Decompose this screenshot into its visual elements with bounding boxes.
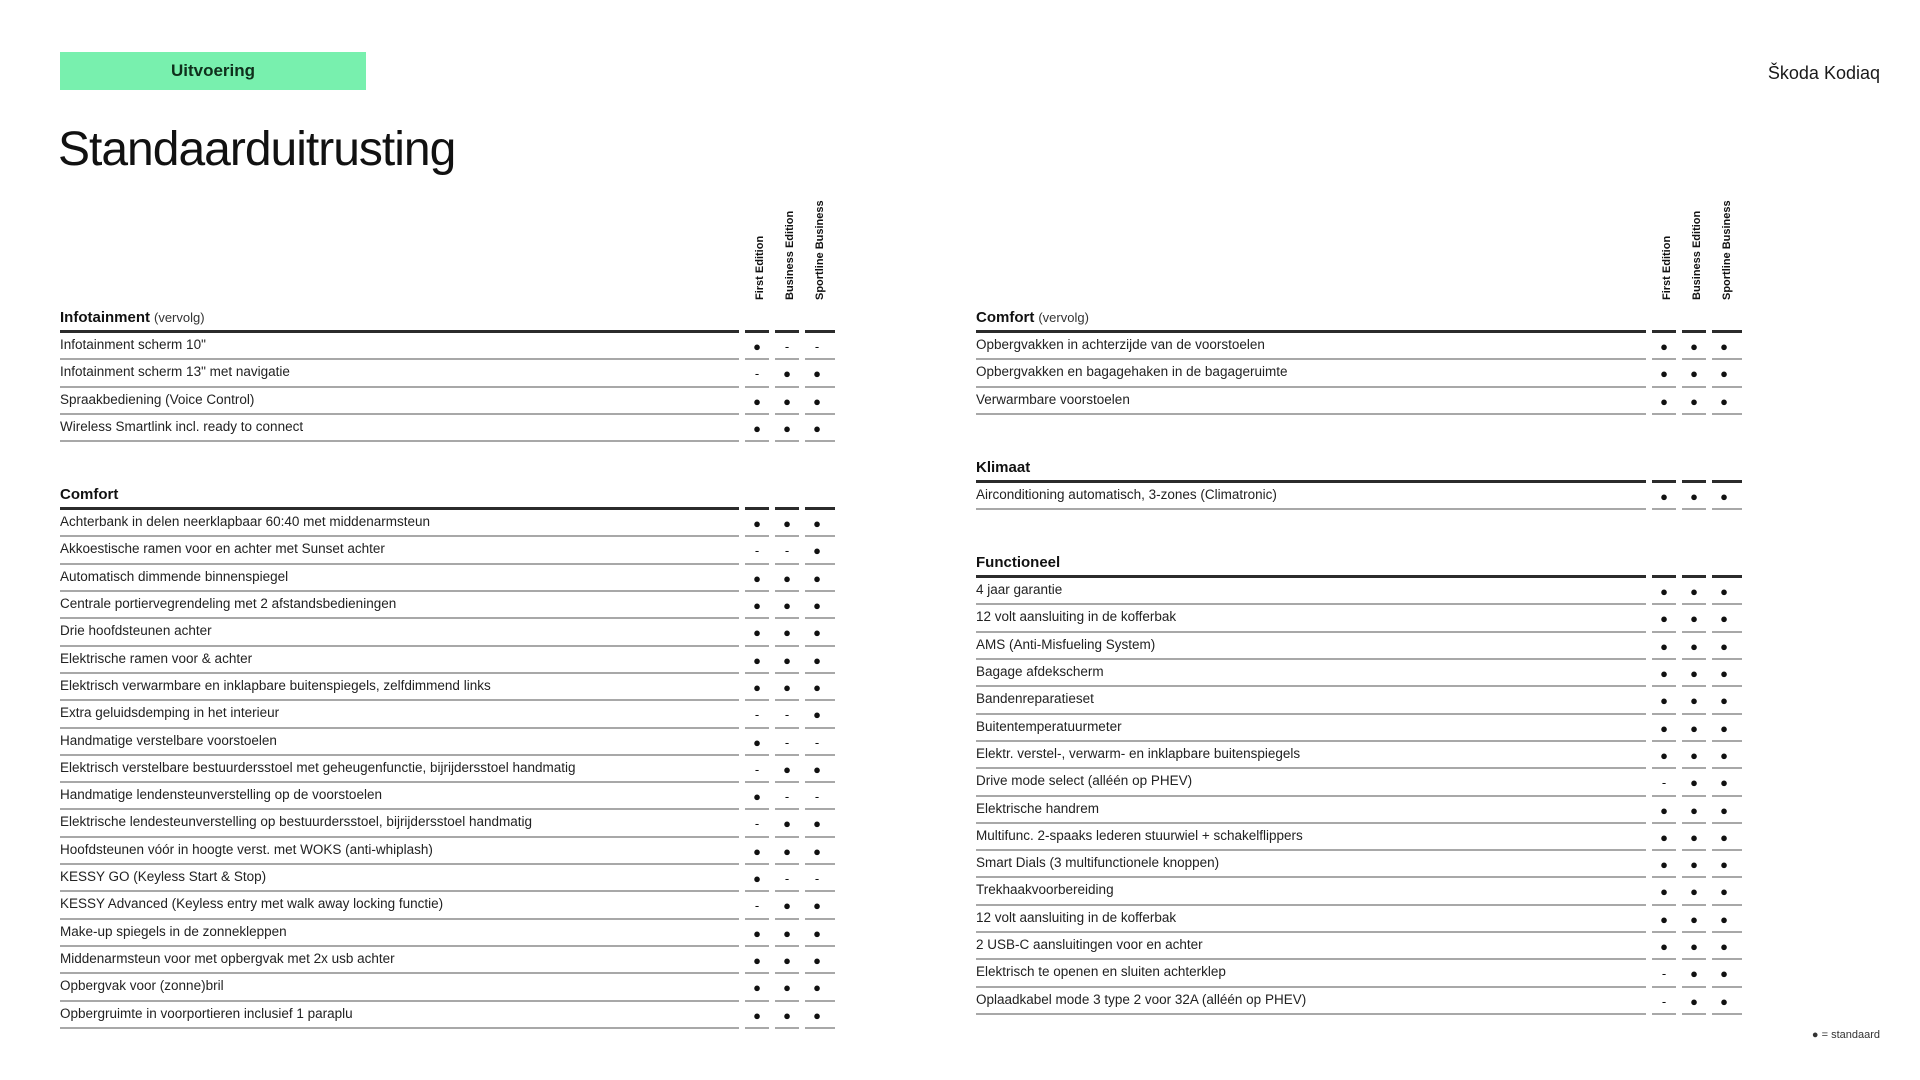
table-row (976, 687, 1756, 714)
availability-sportline-business: - (814, 789, 820, 805)
section-tag (60, 52, 366, 90)
feature-label: 4 jaar garantie (976, 582, 1063, 598)
availability-first-edition: ● (1660, 488, 1668, 504)
availability-sportline-business: ● (1720, 993, 1728, 1009)
feature-label: Bagage afdekscherm (976, 664, 1104, 680)
table-row (976, 742, 1756, 769)
availability-first-edition: ● (753, 925, 761, 941)
table-row (60, 415, 846, 442)
availability-first-edition: ● (1660, 911, 1668, 927)
section-title-text: Comfort (60, 486, 119, 504)
table-row (60, 892, 846, 919)
availability-first-edition: ● (1660, 884, 1668, 900)
brand-name: Škoda Kodiaq (1767, 63, 1880, 83)
feature-label: Spraakbediening (Voice Control) (60, 391, 255, 407)
availability-first-edition: ● (753, 516, 761, 532)
section-title-text: Comfort (976, 309, 1035, 326)
table-row (60, 838, 846, 865)
feature-label: Opbergvakken in achterzijde van de voorstoelen (976, 337, 1265, 352)
availability-sportline-business: ● (1720, 966, 1728, 982)
availability-sportline-business: ● (813, 570, 821, 586)
availability-sportline-business: ● (813, 679, 821, 695)
section-title-text: Functioneel (976, 554, 1061, 572)
feature-label: Oplaadkabel mode 3 type 2 voor 32A (alléén op PHEV) (976, 991, 1307, 1007)
availability-business-edition: ● (1690, 884, 1698, 900)
availability-first-edition: ● (753, 679, 761, 695)
availability-first-edition: ● (1660, 939, 1668, 955)
availability-first-edition: ● (1660, 857, 1668, 873)
availability-first-edition: ● (753, 570, 761, 586)
table-row (976, 878, 1756, 905)
table-row (976, 578, 1756, 605)
availability-sportline-business: ● (1720, 393, 1728, 409)
availability-sportline-business: ● (1720, 747, 1728, 763)
availability-first-edition: - (754, 816, 760, 832)
availability-business-edition: ● (1690, 393, 1698, 409)
availability-business-edition: ● (783, 679, 791, 695)
availability-sportline-business: ● (813, 1007, 821, 1023)
availability-first-edition: ● (1660, 638, 1668, 654)
table-row (60, 974, 846, 1001)
availability-sportline-business: ● (813, 898, 821, 914)
availability-sportline-business: ● (813, 393, 821, 409)
row-divider (976, 508, 1756, 510)
feature-label: Automatisch dimmende binnenspiegel (60, 568, 289, 584)
availability-business-edition: ● (1690, 584, 1698, 600)
feature-label: Opbergvakken en bagagehaken in de bagageruimte (976, 364, 1288, 380)
row-divider (60, 440, 846, 442)
column-header (775, 190, 805, 300)
column-header-label: Sportline Business (814, 200, 826, 300)
table-row (976, 360, 1756, 387)
feature-label: KESSY Advanced (Keyless entry met walk away locking functie) (60, 896, 444, 912)
feature-label: Elektrisch te openen en sluiten achterklep (976, 964, 1226, 980)
feature-label: Drive mode select (alléén op PHEV) (976, 773, 1193, 789)
column-header-label: First Edition (754, 235, 766, 300)
availability-business-edition: ● (1690, 693, 1698, 709)
feature-label: Infotainment scherm 10" (60, 337, 206, 352)
table-row (60, 360, 846, 387)
feature-label: AMS (Anti-Misfueling System) (976, 636, 1156, 652)
section-klimaat (976, 456, 1756, 510)
availability-first-edition: ● (1660, 666, 1668, 682)
feature-label: Handmatige verstelbare voorstoelen (60, 732, 277, 748)
section-comfort (60, 483, 846, 1029)
table-row (60, 674, 846, 701)
availability-sportline-business: ● (813, 761, 821, 777)
section-header (976, 551, 1756, 575)
feature-label: 12 volt aansluiting in de kofferbak (976, 609, 1177, 625)
table-row (976, 988, 1756, 1015)
table-row (976, 388, 1756, 415)
availability-sportline-business: - (814, 339, 820, 354)
feature-label: 12 volt aansluiting in de kofferbak (976, 909, 1177, 925)
availability-business-edition: ● (783, 393, 791, 409)
column-header-label: Sportline Business (1721, 200, 1733, 300)
availability-business-edition: ● (1690, 638, 1698, 654)
availability-sportline-business: ● (813, 625, 821, 641)
availability-sportline-business: ● (813, 420, 821, 436)
table-row (976, 933, 1756, 960)
availability-first-edition: ● (753, 734, 761, 750)
availability-sportline-business: ● (813, 543, 821, 559)
table-row (60, 537, 846, 564)
table-row (60, 619, 846, 646)
availability-business-edition: - (784, 871, 790, 887)
availability-business-edition: - (784, 543, 790, 559)
feature-label: Opbergvak voor (zonne)bril (60, 978, 224, 994)
table-row (976, 333, 1756, 360)
feature-label: Bandenreparatieset (976, 691, 1094, 707)
table-row (976, 483, 1756, 510)
section-title-text: Klimaat (976, 458, 1031, 476)
table-row (976, 960, 1756, 987)
availability-first-edition: ● (1660, 339, 1668, 354)
availability-sportline-business: ● (1720, 611, 1728, 627)
availability-first-edition: ● (753, 980, 761, 996)
feature-label: Verwarmbare voorstoelen (976, 391, 1130, 407)
legend: ● = standaard (1811, 1029, 1880, 1041)
availability-first-edition: - (754, 366, 760, 382)
availability-business-edition: - (784, 734, 790, 750)
availability-first-edition: - (1661, 993, 1667, 1009)
table-row (60, 701, 846, 728)
table-row (976, 660, 1756, 687)
feature-label: Elektrisch verwarmbare en inklapbare buitenspiegels, zelfdimmend links (60, 677, 491, 693)
availability-sportline-business: ● (813, 598, 821, 614)
equipment-table-right (976, 306, 1756, 1015)
availability-first-edition: ● (753, 1007, 761, 1023)
availability-business-edition: ● (1690, 939, 1698, 955)
availability-sportline-business: ● (813, 980, 821, 996)
availability-business-edition: ● (1690, 911, 1698, 927)
availability-first-edition: ● (753, 625, 761, 641)
table-row (976, 605, 1756, 632)
feature-label: Extra geluidsdemping in het interieur (60, 705, 280, 721)
availability-sportline-business: ● (813, 516, 821, 532)
availability-business-edition: ● (1690, 802, 1698, 818)
section-subtitle: (vervolg) (1038, 310, 1089, 325)
feature-label: Buitentemperatuurmeter (976, 718, 1122, 734)
table-row (60, 565, 846, 592)
availability-business-edition: - (784, 707, 790, 723)
table-row (60, 920, 846, 947)
table-row (60, 810, 846, 837)
table-row (60, 756, 846, 783)
availability-sportline-business: ● (1720, 693, 1728, 709)
availability-first-edition: ● (753, 598, 761, 614)
availability-sportline-business: ● (1720, 638, 1728, 654)
availability-business-edition: ● (783, 898, 791, 914)
availability-business-edition: ● (783, 598, 791, 614)
availability-first-edition: ● (1660, 366, 1668, 382)
section-header (976, 306, 1756, 330)
feature-label: Trekhaakvoorbereiding (976, 882, 1114, 898)
table-row (976, 797, 1756, 824)
availability-sportline-business: ● (1720, 666, 1728, 682)
availability-first-edition: - (1661, 775, 1667, 791)
column-header-label: Business Edition (784, 210, 796, 300)
availability-sportline-business: - (814, 871, 820, 887)
availability-first-edition: ● (1660, 393, 1668, 409)
availability-business-edition: ● (1690, 720, 1698, 736)
table-row (60, 388, 846, 415)
availability-sportline-business: ● (813, 652, 821, 668)
table-row (60, 592, 846, 619)
availability-business-edition: ● (1690, 339, 1698, 354)
availability-business-edition: ● (783, 816, 791, 832)
availability-business-edition: ● (783, 843, 791, 859)
availability-business-edition: ● (783, 980, 791, 996)
table-row (60, 333, 846, 360)
availability-business-edition: ● (1690, 966, 1698, 982)
availability-sportline-business: ● (1720, 720, 1728, 736)
feature-label: KESSY GO (Keyless Start & Stop) (60, 869, 267, 885)
availability-first-edition: ● (1660, 611, 1668, 627)
table-row (60, 1002, 846, 1029)
table-row (60, 510, 846, 537)
column-header (805, 190, 835, 300)
row-divider (976, 413, 1756, 415)
availability-business-edition: ● (783, 952, 791, 968)
table-row (60, 647, 846, 674)
column-header-label: First Edition (1661, 235, 1673, 300)
column-header (1652, 190, 1682, 300)
availability-business-edition: ● (783, 761, 791, 777)
availability-sportline-business: ● (1720, 829, 1728, 845)
availability-business-edition: ● (1690, 366, 1698, 382)
table-row (976, 715, 1756, 742)
availability-sportline-business: ● (813, 816, 821, 832)
section-comfort (976, 306, 1756, 415)
feature-label: Infotainment scherm 13" met navigatie (60, 364, 290, 380)
feature-label: 2 USB-C aansluitingen voor en achter (976, 937, 1203, 953)
feature-label: Airconditioning automatisch, 3-zones (Climatronic) (976, 486, 1277, 502)
availability-sportline-business: ● (1720, 939, 1728, 955)
feature-label: Elektrische handrem (976, 800, 1100, 816)
equipment-table-left (60, 306, 846, 1029)
availability-first-edition: ● (1660, 720, 1668, 736)
table-row (976, 906, 1756, 933)
table-row (976, 824, 1756, 851)
availability-sportline-business: ● (813, 707, 821, 723)
feature-label: Elektrische ramen voor & achter (60, 650, 253, 666)
availability-business-edition: - (784, 339, 790, 354)
table-row (60, 947, 846, 974)
availability-business-edition: ● (783, 516, 791, 532)
availability-sportline-business: ● (1720, 911, 1728, 927)
availability-first-edition: ● (1660, 584, 1668, 600)
table-row (60, 729, 846, 756)
availability-first-edition: ● (753, 952, 761, 968)
section-tag-label: Uitvoering (170, 61, 256, 80)
availability-business-edition: ● (783, 420, 791, 436)
row-divider (976, 1013, 1756, 1015)
feature-label: Elektr. verstel-, verwarm- en inklapbare buitenspiegels (976, 745, 1301, 761)
feature-label: Achterbank in delen neerklapbaar 60:40 met middenarmsteun (60, 514, 430, 530)
availability-business-edition: ● (783, 652, 791, 668)
availability-business-edition: ● (783, 925, 791, 941)
section-title (60, 309, 205, 326)
availability-first-edition: - (754, 898, 760, 914)
table-row (976, 633, 1756, 660)
section-title (60, 486, 118, 503)
page-title: Standaarduitrusting (58, 123, 456, 176)
availability-first-edition: - (754, 761, 760, 777)
availability-first-edition: - (1661, 966, 1667, 982)
feature-label: Akkoestische ramen voor en achter met Sunset achter (60, 541, 385, 557)
availability-sportline-business: ● (1720, 488, 1728, 504)
table-row (976, 769, 1756, 796)
table-row (976, 851, 1756, 878)
availability-sportline-business: ● (1720, 802, 1728, 818)
availability-sportline-business: ● (1720, 366, 1728, 382)
availability-business-edition: ● (1690, 993, 1698, 1009)
availability-business-edition: ● (1690, 747, 1698, 763)
feature-label: Handmatige lendensteunverstelling op de voorstoelen (60, 787, 382, 803)
availability-business-edition: ● (1690, 775, 1698, 791)
availability-first-edition: ● (753, 420, 761, 436)
availability-first-edition: ● (753, 339, 761, 354)
availability-sportline-business: ● (1720, 884, 1728, 900)
feature-label: Centrale portiervegrendeling met 2 afstandsbedieningen (60, 596, 397, 612)
section-functioneel (976, 551, 1756, 1015)
feature-label: Wireless Smartlink incl. ready to connect (60, 418, 304, 434)
section-subtitle: (vervolg) (154, 310, 205, 325)
availability-first-edition: - (754, 543, 760, 559)
section-title (976, 459, 1030, 476)
feature-label: Middenarmsteun voor met opbergvak met 2x usb achter (60, 950, 395, 966)
feature-label: Elektrisch verstelbare bestuurdersstoel met geheugenfunctie, bijrijdersstoel handmatig (60, 759, 576, 775)
availability-first-edition: ● (753, 652, 761, 668)
availability-first-edition: ● (753, 393, 761, 409)
availability-business-edition: ● (1690, 666, 1698, 682)
availability-business-edition: ● (783, 1007, 791, 1023)
availability-sportline-business: ● (1720, 857, 1728, 873)
availability-sportline-business: ● (1720, 584, 1728, 600)
feature-label: Elektrische lendesteunverstelling op bestuurdersstoel, bijrijdersstoel handmatig (60, 814, 533, 830)
column-header (745, 190, 775, 300)
availability-first-edition: - (754, 707, 760, 723)
section-title-text: Infotainment (60, 309, 150, 326)
availability-business-edition: ● (783, 625, 791, 641)
availability-first-edition: ● (753, 789, 761, 805)
availability-business-edition: ● (783, 366, 791, 382)
row-divider (60, 1027, 846, 1029)
column-header (1712, 190, 1742, 300)
availability-first-edition: ● (753, 843, 761, 859)
availability-business-edition: ● (1690, 611, 1698, 627)
availability-business-edition: ● (1690, 829, 1698, 845)
availability-business-edition: ● (1690, 488, 1698, 504)
section-header (60, 306, 846, 330)
column-header (1682, 190, 1712, 300)
table-row (60, 865, 846, 892)
availability-sportline-business: ● (1720, 775, 1728, 791)
availability-first-edition: ● (1660, 802, 1668, 818)
availability-sportline-business: ● (813, 366, 821, 382)
feature-label: Multifunc. 2-spaaks lederen stuurwiel + schakelflippers (976, 827, 1303, 843)
availability-sportline-business: ● (813, 952, 821, 968)
availability-sportline-business: ● (813, 843, 821, 859)
feature-label: Smart Dials (3 multifunctionele knoppen) (976, 855, 1220, 871)
availability-sportline-business: ● (1720, 339, 1728, 354)
availability-business-edition: ● (1690, 857, 1698, 873)
availability-sportline-business: - (814, 734, 820, 750)
availability-first-edition: ● (1660, 693, 1668, 709)
feature-label: Make-up spiegels in de zonnekleppen (60, 923, 287, 939)
section-header (976, 456, 1756, 480)
availability-business-edition: - (784, 789, 790, 805)
availability-business-edition: ● (783, 570, 791, 586)
feature-label: Opbergruimte in voorportieren inclusief 1 paraplu (60, 1005, 353, 1021)
availability-sportline-business: ● (813, 925, 821, 941)
availability-first-edition: ● (1660, 747, 1668, 763)
section-title (976, 554, 1060, 571)
table-row (60, 783, 846, 810)
feature-label: Drie hoofdsteunen achter (60, 623, 212, 639)
availability-first-edition: ● (753, 871, 761, 887)
feature-label: Hoofdsteunen vóór in hoogte verst. met WOKS (anti-whiplash) (60, 841, 433, 857)
section-title (976, 309, 1089, 326)
section-header (60, 483, 846, 507)
column-header-label: Business Edition (1691, 210, 1703, 300)
availability-first-edition: ● (1660, 829, 1668, 845)
section-infotainment (60, 306, 846, 442)
